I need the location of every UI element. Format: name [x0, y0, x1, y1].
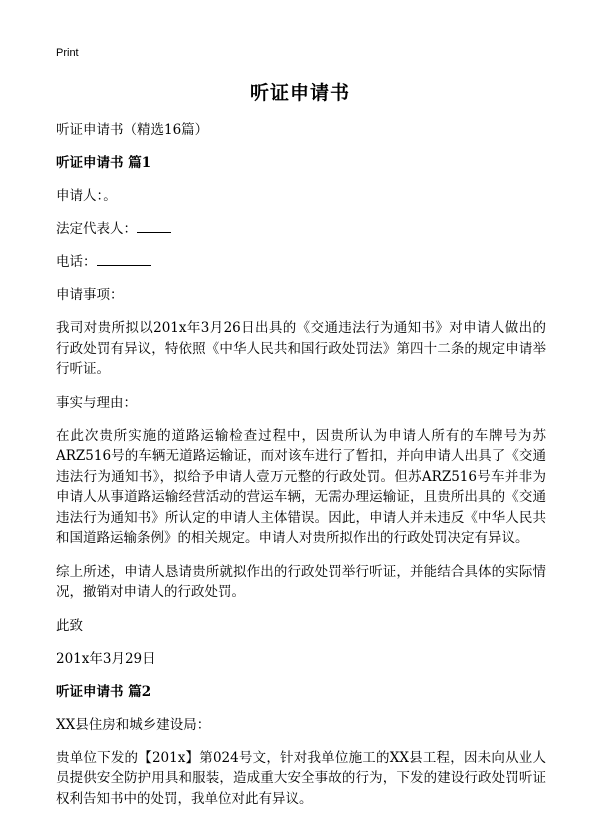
closing-line: 此致 [56, 617, 83, 634]
section-1-heading: 听证申请书 篇1 [56, 155, 152, 171]
document-body [56, 120, 546, 822]
legal-rep-label: 法定代表人： [56, 221, 137, 237]
legal-rep-line [56, 219, 546, 239]
document-title: 听证申请书 [249, 82, 350, 104]
conclusion-paragraph: 综上所述，申请人恳请贵所就拟作出的行政处罚举行听证，并能结合具体的实际情况，撤销对申请人的行政处罚。 [56, 563, 546, 600]
reason-label: 事实与理由： [56, 394, 137, 411]
legal-rep-blank [137, 220, 171, 233]
recipient-line: XX县住房和城乡建设局： [56, 716, 211, 733]
reason-paragraph: 在此次贵所实施的道路运输检查过程中，因贵所认为申请人所有的车牌号为苏ARZ516号的车辆无道路运输证，而对该车进行了暂扣，并向申请人出具了《交通违法行为通知书》，拟给予申请人壹万元整的行政处罚。但苏ARZ516号车并非为申请人从事道路运输经营活动的营运车辆，无需办理运输证，且贵所出具的《交通违法行为通知书》所认定的申请人主体错误。因此，申请人并未违反《中华人民共和国道路运输条例》的相关规定。申请人对贵所拟作出的行政处罚决定有异议。 [56, 427, 546, 546]
document-subtitle: 听证申请书（精选16篇） [56, 122, 209, 138]
applicant-line: 申请人：。 [56, 188, 117, 204]
date-line: 201x年3月29日 [56, 650, 156, 667]
matter-paragraph: 我司对贵所拟以201x年3月26日出具的《交通违法行为通知书》对申请人做出的行政处罚有异议，特依照《中华人民共和国行政处罚法》第四十二条的规定申请举行听证。 [56, 320, 546, 377]
phone-blank [97, 253, 151, 266]
phone-label: 电话： [56, 254, 97, 270]
matter-label: 申请事项： [56, 287, 124, 303]
phone-line [56, 252, 546, 272]
section-2-paragraph: 贵单位下发的【201x】第024号文，针对我单位施工的XX县工程，因未向从业人员提供安全防护用具和服装，造成重大安全事故的行为，下发的建设行政处罚听证权利告知书中的处罚，我单位对此有异议。 [56, 749, 546, 807]
print-link[interactable]: Print [56, 47, 79, 59]
section-2-heading: 听证申请书 篇2 [56, 683, 152, 700]
